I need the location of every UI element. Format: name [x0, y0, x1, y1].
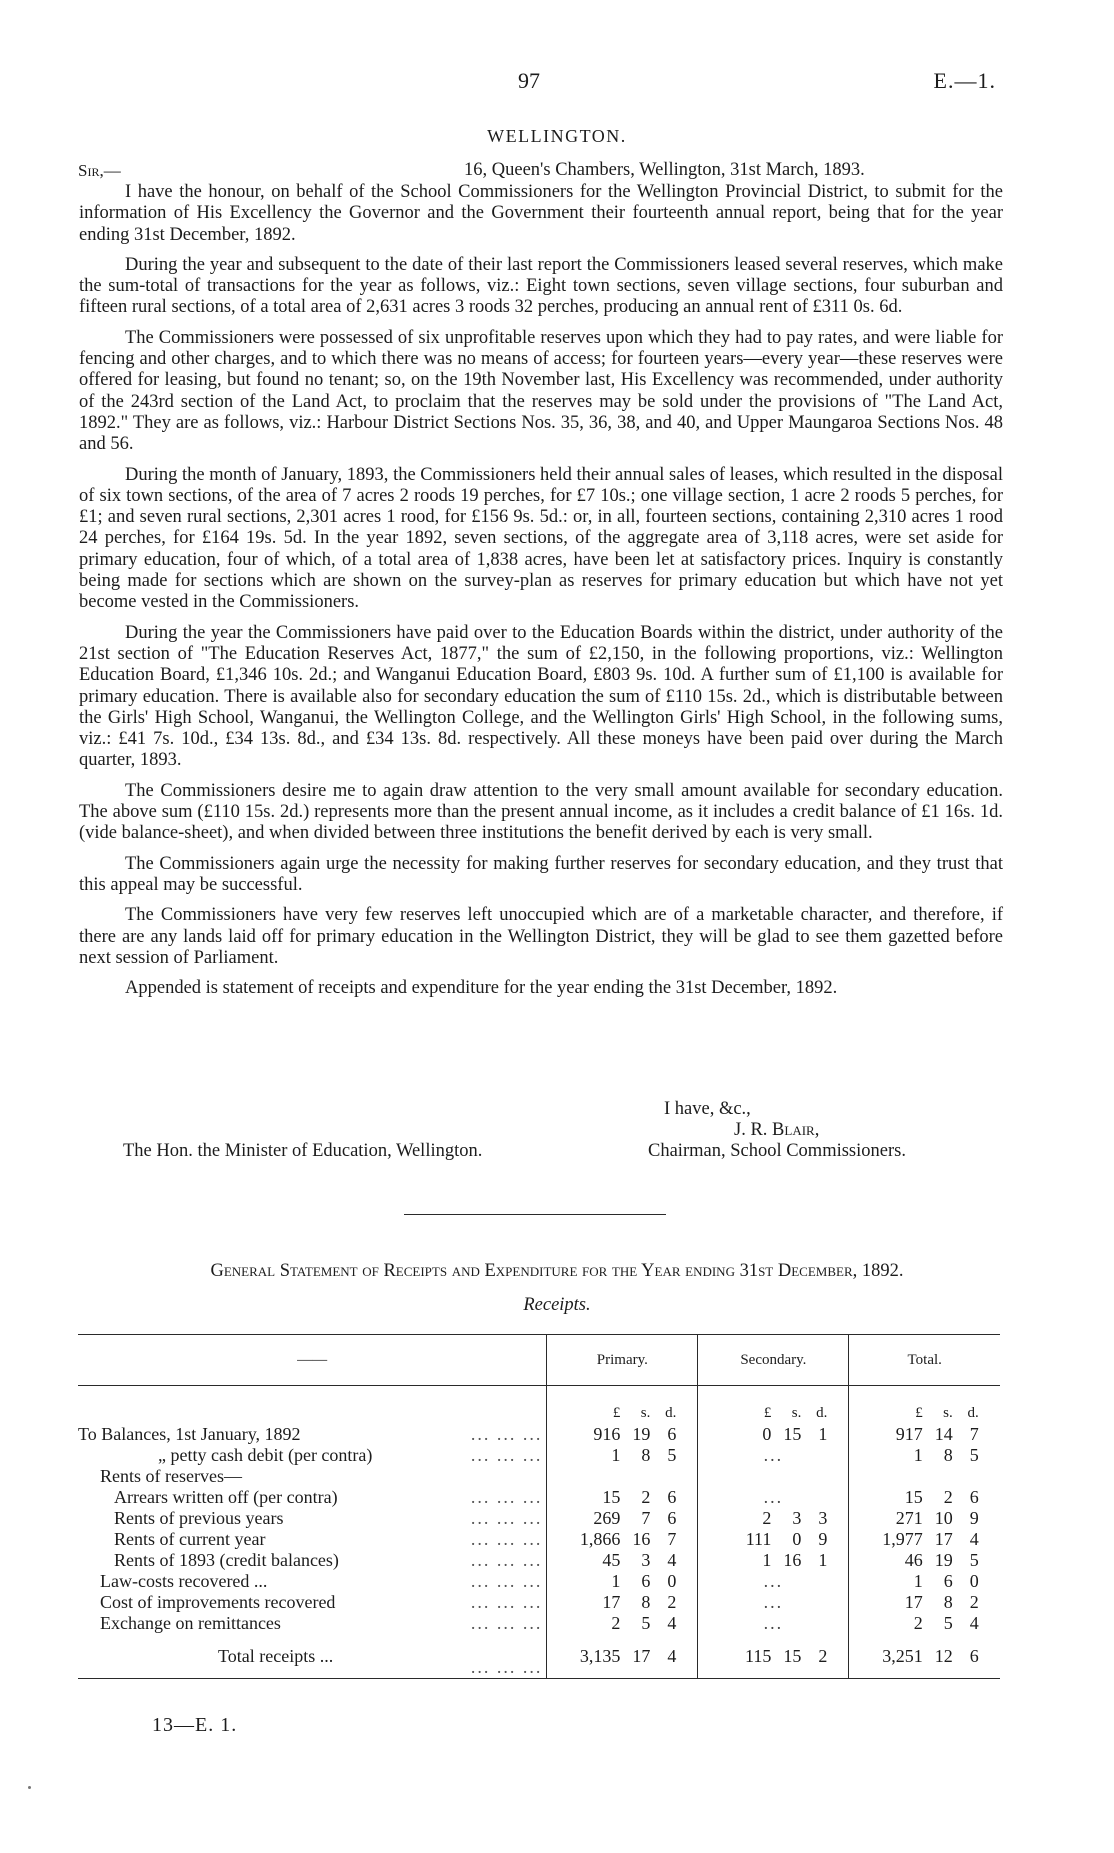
amount-pounds: 1: [762, 1550, 772, 1570]
table-row: [78, 1424, 1000, 1445]
row-label: [78, 1571, 547, 1592]
paragraph: During the month of January, 1893, the Commissioners held their annual sales of leases, which resulted in the disposal of six town sections, of the area of 7 acres 2 roods 19 perches, for £7 10s.; one village section, 1 acre 2 roods 5 perches, for £1; and seven rural sections, 2,301 acres 1 rood, for £156 9s. 5d.: or, in all, fourteen sections, containing 2,310 acres 1 rood 24 perches, for £164 19s. 5d. In the year 1892, seven sections, of the aggregate area of 3,118 acres, were set aside for primary education, four of which, of a total area of 1,838 acres, have been let at satisfactory prices. Inquiry is constantly being made for sections which are shown on the survey-plan as reserves for primary education but which have not yet become vested in the Commissioners.: [79, 464, 1003, 613]
currency-units-row: [78, 1386, 1000, 1425]
amount-pence: 6: [667, 1424, 677, 1444]
paragraph: The Commissioners desire me to again draw attention to the very small amount available for secondary education. The above sum (£110 15s. 2d.) represents more than the present annual income, as it includes a credit balance of £1 16s. 1d. (vide balance-sheet), and when divided between three institutions the benefit derived by each is very small.: [79, 780, 1003, 844]
amount-pounds: 3,135: [579, 1645, 621, 1666]
paragraph: The Commissioners have very few reserves left unoccupied which are of a marketable character, and therefore, if there are any lands laid off for primary education in the Wellington District, they will be glad to see them gazetted before next session of Parliament.: [79, 905, 1003, 968]
footer-signature: 13—E. 1.: [152, 1714, 238, 1736]
table-row: [78, 1550, 1000, 1571]
amount-pounds: 3,251: [882, 1645, 923, 1666]
amount-pence: 4: [667, 1550, 677, 1570]
row-label-text: Rents of 1893 (credit balances): [114, 1550, 343, 1570]
amount-pounds: 271: [895, 1508, 923, 1528]
table-row: [78, 1571, 1000, 1592]
amount-pence: 4: [969, 1529, 979, 1549]
table-row: [78, 1487, 1000, 1508]
table-row: [78, 1445, 1000, 1466]
row-label: [78, 1613, 547, 1634]
empty-amount-marker: ...: [763, 1571, 784, 1591]
amount-secondary: [698, 1466, 849, 1487]
empty-amount-marker: ...: [763, 1592, 784, 1612]
amount-shill: 19: [632, 1424, 651, 1444]
amount-shill: 3: [792, 1508, 802, 1528]
amount-pounds: 1: [611, 1571, 621, 1591]
row-label: [78, 1508, 547, 1529]
amount-pence: 2: [818, 1645, 828, 1666]
empty-amount-marker: ...: [763, 1487, 784, 1507]
address-line: 16, Queen's Chambers, Wellington, 31st March, 1893.: [464, 160, 865, 180]
amount-total: [849, 1571, 1000, 1592]
amount-pence: 5: [969, 1445, 979, 1465]
receipts-table: [78, 1334, 1000, 1679]
amount-pounds: 916: [593, 1424, 621, 1444]
amount-primary: [547, 1445, 698, 1466]
amount-total: [849, 1613, 1000, 1634]
row-label-text: Arrears written off (per contra): [114, 1487, 342, 1507]
amount-pence: 6: [667, 1487, 677, 1507]
amount-total: [849, 1550, 1000, 1571]
amount-shill: 2: [641, 1487, 651, 1507]
amount-primary: [547, 1571, 698, 1592]
empty-amount-marker: ...: [763, 1445, 784, 1465]
amount-shill: 8: [641, 1445, 651, 1465]
amount-pence: 4: [667, 1613, 677, 1633]
closing-block: [0, 1099, 1114, 1169]
dot-leader: ... ... ...: [470, 1529, 543, 1549]
closing-phrase: I have, &c.,: [664, 1099, 751, 1119]
amount-pence: 6: [969, 1645, 979, 1666]
amount-primary: [547, 1613, 698, 1634]
amount-pounds: 115: [745, 1645, 772, 1666]
amount-pounds: 0: [762, 1424, 772, 1444]
amount-shill: 5: [943, 1613, 953, 1633]
amount-secondary: [698, 1529, 849, 1550]
addressee: The Hon. the Minister of Education, Wellington.: [123, 1141, 483, 1161]
sheet-reference: E.—1.: [933, 68, 996, 93]
table-row: [78, 1466, 1000, 1487]
amount-pence: 3: [818, 1508, 828, 1528]
amount-shill: 17: [632, 1645, 651, 1666]
amount-pence: 0: [969, 1571, 979, 1591]
amount-pence: 5: [667, 1445, 677, 1465]
table-row: [78, 1592, 1000, 1613]
row-label-text: To Balances, 1st January, 1892: [78, 1424, 305, 1444]
amount-pence: 0: [667, 1571, 677, 1591]
amount-pence: 1: [818, 1550, 828, 1570]
dot-leader: ... ... ...: [470, 1657, 543, 1677]
amount-shill: 16: [783, 1550, 802, 1570]
paragraph: The Commissioners were possessed of six unprofitable reserves upon which they had to pay rates, and were liable for fencing and other charges, and to which there was no means of access; for fourteen years—every year—these reserves were offered for leasing, but found no tenant; so, on the 19th November last, His Excellency was recommended, under authority of the 243rd section of the Land Act, to proclaim that the reserves may be sold under the provisions of "The Land Act, 1892." They are as follows, viz.: Harbour District Sections Nos. 35, 36, 38, and 40, and Upper Maungaroa Sections Nos. 48 and 56.: [79, 327, 1003, 455]
amount-total: [849, 1487, 1000, 1508]
paper-speck: [28, 1786, 31, 1789]
row-label: [78, 1592, 547, 1613]
amount-pounds: 1: [913, 1571, 923, 1591]
row-label-text: Exchange on remittances: [100, 1613, 285, 1633]
amount-primary: [547, 1466, 698, 1487]
total-label: [78, 1634, 547, 1679]
amount-pounds: 917: [895, 1424, 923, 1444]
paragraph: During the year and subsequent to the date of their last report the Commissioners leased several reserves, which make the sum-total of transactions for the year as follows, viz.: Eight town sections, seven village sections, four suburban and fifteen rural sections, of a total area of 2,631 acres 3 roods 32 perches, producing an annual rent of £311 0s. 6d.: [79, 254, 1003, 318]
amount-pounds: 1,866: [579, 1529, 621, 1549]
amount-pence: 1: [818, 1424, 828, 1444]
amount-shill: 10: [934, 1508, 953, 1528]
dot-leader: ... ... ...: [470, 1445, 543, 1465]
amount-pence: 7: [969, 1424, 979, 1444]
paragraph: Appended is statement of receipts and expenditure for the year ending the 31st December, 1892.: [125, 978, 838, 999]
row-label-text: Cost of improvements recovered: [100, 1592, 339, 1612]
column-header-total: Total.: [849, 1335, 1000, 1386]
amount-shill: 7: [641, 1508, 651, 1528]
amount-shill: 17: [934, 1529, 953, 1549]
row-label: [78, 1466, 547, 1487]
amount-primary: [547, 1508, 698, 1529]
paragraph: The Commissioners again urge the necessity for making further reserves for secondary education, and they trust that this appeal may be successful.: [79, 853, 1003, 895]
amount-pounds: 1: [611, 1445, 621, 1465]
amount-total: [849, 1445, 1000, 1466]
amount-pounds: 17: [904, 1592, 923, 1612]
amount-secondary: [698, 1592, 849, 1613]
dot-leader: ... ... ...: [470, 1571, 543, 1591]
row-label-text: Rents of reserves—: [100, 1466, 246, 1486]
units-spacer: [78, 1386, 547, 1425]
place-heading: WELLINGTON.: [487, 126, 627, 146]
amount-pence: 4: [667, 1645, 677, 1666]
amount-shill: 8: [943, 1592, 953, 1612]
row-label-text: Rents of current year: [114, 1529, 269, 1549]
dot-leader: ... ... ...: [470, 1613, 543, 1633]
section-divider: [404, 1214, 666, 1215]
total-receipts-row: [78, 1634, 1000, 1679]
amount-shill: 19: [934, 1550, 953, 1570]
row-label: [78, 1550, 547, 1571]
amount-shill: 6: [943, 1571, 953, 1591]
amount-pounds: 2: [913, 1613, 923, 1633]
total-label-text: Total receipts ...: [218, 1646, 337, 1666]
page-header: [0, 70, 1114, 100]
units-secondary: £ s. d.: [698, 1386, 849, 1425]
amount-secondary: [698, 1445, 849, 1466]
amount-total: [849, 1424, 1000, 1445]
amount-primary: [547, 1424, 698, 1445]
amount-pounds: 15: [904, 1487, 923, 1507]
amount-shill: 16: [632, 1529, 651, 1549]
amount-secondary: [698, 1487, 849, 1508]
row-label-text: „ petty cash debit (per contra): [158, 1445, 376, 1465]
amount-pence: 2: [969, 1592, 979, 1612]
amount-secondary: [698, 1424, 849, 1445]
amount-total: [849, 1508, 1000, 1529]
dot-leader: ... ... ...: [470, 1508, 543, 1528]
amount-pence: 9: [818, 1529, 828, 1549]
amount-secondary: [698, 1571, 849, 1592]
amount-pence: 4: [969, 1613, 979, 1633]
table-header-row: [78, 1335, 1000, 1386]
signatory-title: Chairman, School Commissioners.: [648, 1141, 906, 1161]
empty-amount-marker: ...: [763, 1613, 784, 1633]
row-label: [78, 1529, 547, 1550]
signatory-name-text: J. R. Blair,: [734, 1120, 820, 1140]
amount-total: [849, 1592, 1000, 1613]
amount-pence: 6: [969, 1487, 979, 1507]
statement-subtitle: Receipts.: [523, 1295, 591, 1315]
statement-title-text: General Statement of Receipts and Expenditure for the Year ending 31st December, 1892.: [210, 1261, 904, 1281]
amount-pounds: 17: [602, 1592, 621, 1612]
amount-shill: 6: [641, 1571, 651, 1591]
amount-shill: 8: [641, 1592, 651, 1612]
row-label: [78, 1487, 547, 1508]
amount-shill: 2: [943, 1487, 953, 1507]
amount-shill: 14: [934, 1424, 953, 1444]
amount-pounds: 269: [593, 1508, 621, 1528]
dot-leader: ... ... ...: [470, 1550, 543, 1570]
column-header-primary: Primary.: [547, 1335, 698, 1386]
amount-pounds: 1: [913, 1445, 923, 1465]
salutation: Sir,—: [78, 161, 121, 180]
column-header-secondary: Secondary.: [698, 1335, 849, 1386]
dot-leader: ... ... ...: [470, 1487, 543, 1507]
units-total: £ s. d.: [849, 1386, 1000, 1425]
units-primary: £ s. d.: [547, 1386, 698, 1425]
amount-shill: 5: [641, 1613, 651, 1633]
amount-pounds: 46: [904, 1550, 923, 1570]
receipts-table-body: [78, 1424, 1000, 1679]
signatory-name: [734, 1120, 819, 1141]
amount-shill: 3: [641, 1550, 651, 1570]
amount-primary: [547, 1592, 698, 1613]
total-primary: [547, 1634, 698, 1679]
page-number: 97: [518, 68, 540, 93]
amount-pounds: 45: [602, 1550, 621, 1570]
dot-leader: ... ... ...: [470, 1592, 543, 1612]
row-label: [78, 1445, 547, 1466]
amount-total: [849, 1529, 1000, 1550]
amount-pounds: 15: [602, 1487, 621, 1507]
row-label-text: Law-costs recovered ...: [100, 1571, 271, 1591]
amount-shill: 0: [792, 1529, 802, 1549]
amount-total: [849, 1466, 1000, 1487]
total-total: [849, 1634, 1000, 1679]
amount-pounds: 1,977: [882, 1529, 923, 1549]
amount-pence: 6: [667, 1508, 677, 1528]
letter-body: [79, 182, 1003, 1008]
dot-leader: ... ... ...: [470, 1424, 543, 1444]
table-row: [78, 1529, 1000, 1550]
amount-pounds: 2: [611, 1613, 621, 1633]
paragraph: During the year the Commissioners have paid over to the Education Boards within the district, under authority of the 21st section of "The Education Reserves Act, 1877," the sum of £2,150, in the following proportions, viz.: Wellington Education Board, £1,346 10s. 2d.; and Wanganui Education Board, £803 9s. 10d. A further sum of £1,100 is available for primary education. There is available also for secondary education the sum of £110 15s. 2d., which is distributable between the Girls' High School, Wanganui, the Wellington College, and the Wellington Girls' High School, in the following sums, viz.: £41 7s. 10d., £34 13s. 8d., and £34 13s. 8d. respectively. All these moneys have been paid over during the March quarter, 1893.: [79, 622, 1003, 771]
column-header-description: ——: [78, 1335, 547, 1386]
statement-title: [0, 1261, 1114, 1282]
table-row: [78, 1613, 1000, 1634]
amount-pence: 7: [667, 1529, 677, 1549]
amount-pounds: 2: [762, 1508, 772, 1528]
amount-primary: [547, 1529, 698, 1550]
amount-shill: 15: [783, 1424, 802, 1444]
table-row: [78, 1508, 1000, 1529]
amount-pence: 2: [667, 1592, 677, 1612]
amount-pence: 9: [969, 1508, 979, 1528]
row-label: [78, 1424, 547, 1445]
amount-pounds: 111: [745, 1529, 772, 1549]
row-label-text: Rents of previous years: [114, 1508, 287, 1528]
amount-shill: 15: [783, 1645, 802, 1666]
amount-shill: 12: [934, 1645, 953, 1666]
total-secondary: [698, 1634, 849, 1679]
amount-pence: 5: [969, 1550, 979, 1570]
amount-secondary: [698, 1508, 849, 1529]
amount-primary: [547, 1487, 698, 1508]
amount-secondary: [698, 1613, 849, 1634]
amount-shill: 8: [943, 1445, 953, 1465]
amount-secondary: [698, 1550, 849, 1571]
amount-primary: [547, 1550, 698, 1571]
paragraph: I have the honour, on behalf of the School Commissioners for the Wellington Provincial District, to submit for the information of His Excellency the Governor and the Government their fourteenth annual report, being that for the year ending 31st December, 1892.: [79, 182, 1003, 245]
